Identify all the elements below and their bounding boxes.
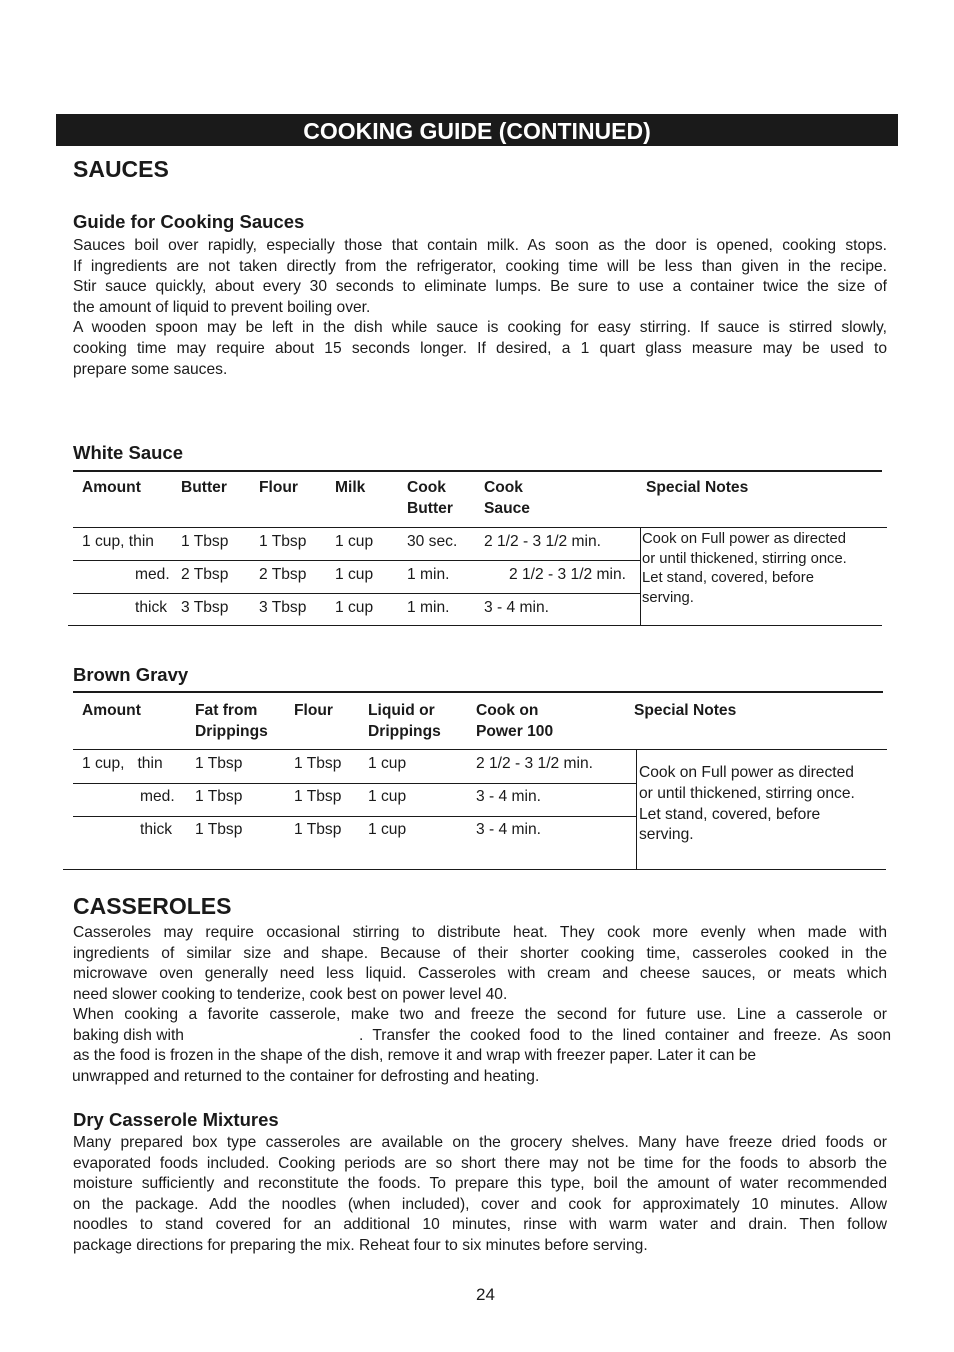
table-cell: 1 cup [335, 533, 374, 550]
table-cell: 2 1/2 - 3 1/2 min. [484, 533, 602, 550]
col-header: Special Notes [634, 702, 737, 719]
section-header-bar [56, 114, 898, 146]
dry-casserole-paragraph [73, 1133, 887, 1257]
table-cell: 1 Tbsp [294, 755, 342, 772]
text-line: Many prepared box type casseroles are available on the grocery shelves. Many have freeze dried foods or [73, 1134, 887, 1151]
divider [73, 749, 887, 750]
table-cell: 1 cup [368, 788, 407, 805]
note-line: or until thickened, stirring once. [642, 550, 847, 567]
note-line: serving. [642, 590, 694, 607]
special-notes [639, 763, 855, 846]
col-header: Amount [82, 479, 141, 496]
table-cell: 3 Tbsp [181, 599, 229, 616]
table-cell: 2 1/2 - 3 1/2 min. [509, 566, 627, 583]
note-line: Let stand, covered, before [642, 570, 814, 587]
note-line: Cook on Full power as directed [642, 531, 846, 547]
text-line: prepare some sauces. [73, 360, 228, 378]
text-line: A wooden spoon may be left in the dish while sauce is cooking for easy stirring. If sauce is stirred slowly, [73, 319, 887, 337]
text-line: noodles to stand covered for an additional 10 minutes, rinse with warm water and drain. Then follow [73, 1216, 887, 1234]
table-cell: 3 Tbsp [259, 599, 307, 616]
table-cell: 2 Tbsp [181, 566, 229, 583]
text-line: microwave oven generally need less liquid. Casseroles with cream and cheese sauces, or meats which [73, 965, 887, 983]
table-cell: 3 - 4 min. [484, 599, 549, 616]
table-cell: thick [140, 821, 173, 838]
col-header: Milk [335, 479, 366, 496]
page-number: 24 [476, 1285, 495, 1304]
guide-paragraph [73, 236, 887, 380]
col-header: Cook Sauce [484, 479, 530, 517]
casseroles-heading: CASSEROLES [73, 893, 232, 919]
table-cell: 3 - 4 min. [476, 788, 541, 805]
table-cell: 1 cup [368, 755, 407, 772]
table-cell: 1 cup [335, 566, 374, 583]
table-cell: 1 Tbsp [195, 755, 243, 772]
text-line: evaporated foods included. Cooking periods are so short there may not be time for the foods to absorb the [73, 1154, 887, 1172]
sauces-heading: SAUCES [73, 156, 169, 182]
table-cell: 1 Tbsp [181, 533, 229, 550]
text-line: Sauces boil over rapidly, especially those that contain milk. As soon as the door is opened, cooking stops. [73, 237, 887, 254]
table-cell: 1 min. [407, 566, 450, 583]
divider [73, 691, 883, 693]
table-cell: 1 min. [407, 599, 450, 616]
text-line: . Transfer the cooked food to the lined container and freeze. As soon [359, 1027, 891, 1044]
table-cell: thick [135, 599, 168, 616]
divider [636, 749, 637, 869]
text-line: unwrapped and returned to the container for defrosting and heating. [72, 1068, 540, 1085]
col-header: Flour [294, 702, 333, 719]
special-notes [642, 530, 847, 609]
table-cell: 3 - 4 min. [476, 821, 541, 838]
divider [73, 527, 887, 528]
table-cell: 2 Tbsp [259, 566, 307, 583]
divider [63, 869, 886, 870]
col-header: Fat from Drippings [195, 702, 268, 740]
note-line: or until thickened, stirring once. [639, 784, 855, 802]
text-line: package directions for preparing the mix. Reheat four to six minutes before serving. [73, 1236, 648, 1254]
text-line: Stir sauce quickly, about every 30 seconds to eliminate lumps. Be sure to use a container twice the size of [73, 278, 887, 296]
table-cell: med. [135, 566, 170, 583]
guide-heading: Guide for Cooking Sauces [73, 211, 305, 232]
table-cell: 2 1/2 - 3 1/2 min. [476, 755, 594, 772]
text-line: When cooking a favorite casserole, make two and freeze the second for future use. Line a casserole or [73, 1006, 887, 1024]
col-header: Amount [82, 702, 141, 719]
col-header: Cook on Power 100 [476, 702, 554, 740]
col-header: Cook Butter [407, 479, 453, 517]
text-line: on the package. Add the noodles (when included), cover and cook for approximately 10 minutes. Allow [73, 1195, 887, 1213]
table-cell: 1 Tbsp [294, 821, 342, 838]
divider [73, 470, 882, 472]
table-cell: 1 Tbsp [195, 788, 243, 805]
text-line: need slower cooking to tenderize, cook best on power level 40. [73, 985, 508, 1003]
dry-casserole-heading: Dry Casserole Mixtures [73, 1109, 279, 1130]
note-line: Cook on Full power as directed [639, 764, 854, 781]
divider [68, 625, 882, 626]
brown-gravy-heading: Brown Gravy [73, 664, 189, 685]
table-cell: 30 sec. [407, 533, 458, 550]
col-header: Liquid or Drippings [368, 702, 441, 740]
divider [73, 816, 636, 817]
table-cell: 1 Tbsp [259, 533, 307, 550]
text-line: Casseroles may require occasional stirring to distribute heat. They cook more evenly when made with [73, 924, 887, 941]
text-line: the amount of liquid to prevent boiling over. [73, 298, 371, 316]
col-header: Flour [259, 479, 298, 496]
text-line: as the food is frozen in the shape of the dish, remove it and wrap with freezer paper. Later it can be [73, 1047, 757, 1064]
text-line: ingredients of similar size and shape. Because of their shorter cooking time, casseroles cooked in the [73, 944, 887, 962]
white-sauce-heading: White Sauce [73, 442, 183, 463]
col-header: Special Notes [646, 479, 749, 496]
divider [73, 560, 640, 561]
text-line: moisture sufficiently and reconstitute the foods. To prepare this type, boil the amount of water recommended [73, 1175, 887, 1193]
casseroles-paragraph [73, 923, 887, 1026]
text-line: If ingredients are not taken directly from the refrigerator, cooking time will be less than given in the recipe. [73, 257, 887, 275]
table-cell: 1 Tbsp [195, 821, 243, 838]
note-line: serving. [639, 826, 694, 844]
table-cell: 1 cup, thin [82, 755, 163, 772]
divider [640, 527, 641, 625]
divider [73, 593, 640, 594]
text-line: cooking time may require about 15 seconds longer. If desired, a 1 quart glass measure may be used to [73, 339, 887, 357]
divider [73, 783, 636, 784]
table-cell: 1 cup [368, 821, 407, 838]
text-line: baking dish with [73, 1027, 184, 1044]
table-cell: med. [140, 788, 175, 805]
table-cell: 1 Tbsp [294, 788, 342, 805]
table-cell: 1 cup [335, 599, 374, 616]
page-title: COOKING GUIDE (CONTINUED) [303, 118, 651, 144]
note-line: Let stand, covered, before [639, 805, 821, 823]
table-cell: 1 cup, thin [82, 533, 154, 550]
col-header: Butter [181, 479, 227, 496]
